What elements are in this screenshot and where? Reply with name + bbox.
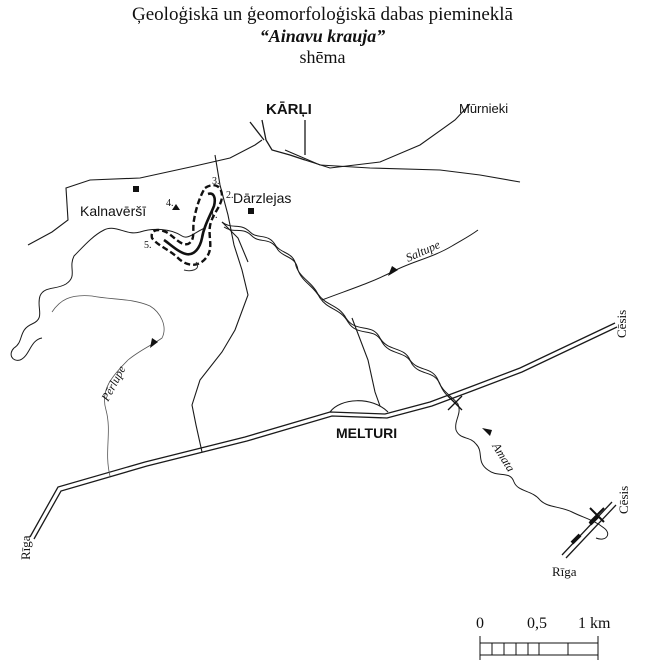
bridge-railway-amata [590,508,604,522]
river-amata [11,222,608,539]
scale-label-half: 0,5 [527,615,547,632]
road-to-melturi [352,318,380,406]
map-subtitle: shēma [299,47,346,67]
label-riga-sw: Rīga [18,535,33,560]
map-title-line-1: Ģeoloģiskā un ģeomorfoloģiskā dabas piemineklā [132,4,513,25]
label-cesis-east: Cēsis [614,309,629,338]
label-cesis-se: Cēsis [616,485,631,514]
label-melturi: MELTURI [336,425,398,441]
point-4-label: 4. [166,198,174,209]
point-3-label: 3. [212,176,220,187]
road-karli-south [262,120,305,160]
river-saltupe [322,230,478,300]
highway-riga-cesis [30,323,615,537]
scale-bar [480,636,598,660]
point-5-label: 5. [144,240,152,251]
label-perlupe: Pērlupe [98,363,129,404]
road-to-murnieki [305,104,470,168]
railway-ticks [572,516,598,543]
point-2-label: 2. [226,190,234,201]
amata-flow-arrow [482,428,492,436]
label-riga-se: Rīga [552,564,577,579]
label-darzlejas: Dārzlejas [233,190,292,206]
point-1-label: 1. [210,210,218,221]
perlupe-flow-arrow [150,338,158,348]
building-kalnaversi [133,186,139,192]
label-murnieki: Mūrnieki [459,101,509,116]
monument-boundary [152,185,222,265]
saltupe-flow-arrow [388,266,398,276]
road-karli-branch [250,122,264,140]
building-darzlejas [248,208,254,214]
label-kalnaversi: Kalnavēršī [80,203,147,219]
scale-label-zero: 0 [476,615,484,632]
road-east-long [285,150,520,182]
map-title-line-2: “Ainavu krauja” [259,26,386,46]
label-saltupe: Saltupe [403,237,443,265]
highway-riga-cesis-edge [34,327,617,539]
bridge-highway-amata [448,396,462,410]
label-karli: KĀRĻI [266,101,312,118]
scale-label-one: 1 km [578,615,611,632]
label-amata: Amata [489,440,518,475]
